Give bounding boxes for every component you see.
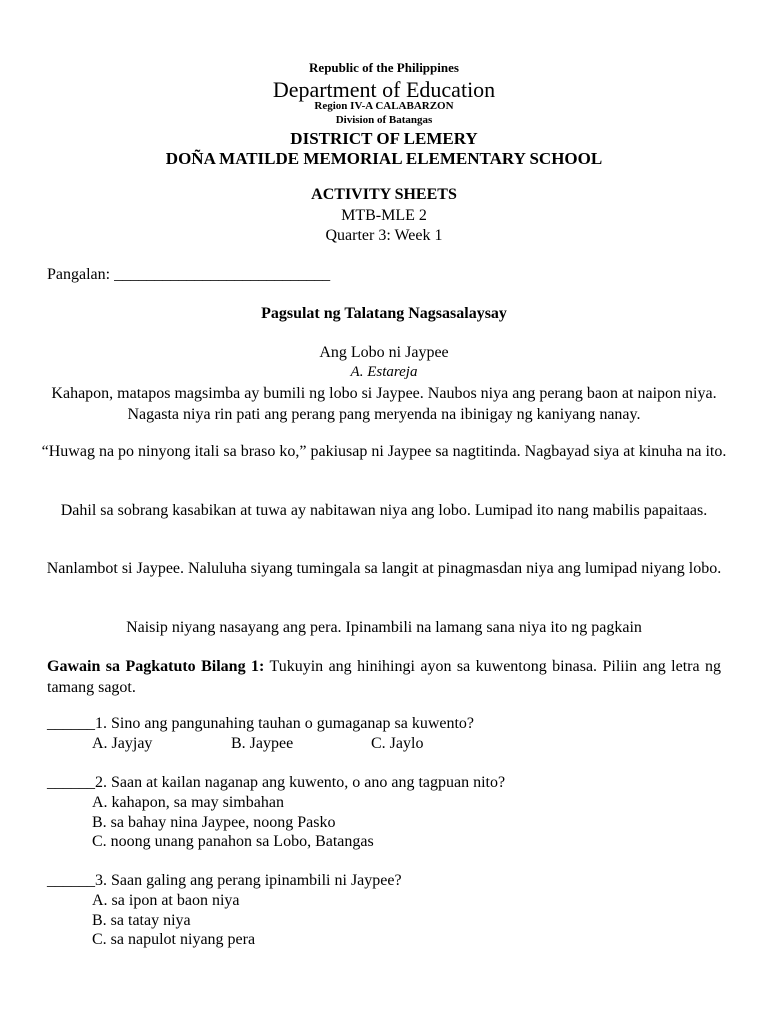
question-1-option-a: A. Jayjay (92, 735, 153, 752)
subject-line: MTB-MLE 2 (341, 207, 427, 224)
department-title: Department of Education (272, 77, 496, 102)
question-1: ______1. Sino ang pangunahing tauhan o gumaganap sa kuwento? (47, 715, 475, 732)
name-field (47, 266, 330, 284)
question-2-option-a: A. kahapon, sa may simbahan (92, 794, 284, 811)
region-line: Region IV-A CALABARZON (314, 100, 454, 112)
activity-instructions (47, 656, 721, 698)
story-paragraph: Kahapon, matapos magsimba ay bumili ng lobo si Jaypee. Naubos niya ang perang baon at naipon niya. Nagasta niya rin pati ang perang pang meryenda na ibinigay ng kaniyang nanay. (51, 385, 717, 423)
question-3-option-c: C. sa napulot niyang pera (92, 931, 256, 948)
school-name: DOÑA MATILDE MEMORIAL ELEMENTARY SCHOOL (165, 149, 603, 168)
question-2-option-b: B. sa bahay nina Jaypee, noong Pasko (92, 814, 336, 831)
question-1-option-c: C. Jaylo (371, 735, 424, 752)
sheet-title: ACTIVITY SHEETS (311, 186, 457, 203)
question-3-option-a: A. sa ipon at baon niya (92, 892, 240, 909)
story-paragraph: Dahil sa sobrang kasabikan at tuwa ay nabitawan niya ang lobo. Lumipad ito nang mabilis papaitaas. (60, 502, 708, 519)
question-1-option-b: B. Jaypee (231, 735, 294, 752)
activity-label: Gawain sa Pagkatuto Bilang 1: (47, 658, 265, 675)
lesson-title: Pagsulat ng Talatang Nagsasalaysay (261, 305, 507, 322)
name-blank: ___________________________ (114, 266, 331, 283)
story-paragraph: “Huwag na po ninyong itali sa braso ko,” pakiusap ni Jaypee sa nagtitinda. Nagbayad siya at kinuha na ito. (41, 443, 727, 460)
republic-line: Republic of the Philippines (309, 60, 459, 75)
district-line: DISTRICT OF LEMERY (290, 129, 478, 148)
question-3: ______3. Saan galing ang perang ipinambili ni Jaypee? (47, 872, 402, 889)
story-author: A. Estareja (350, 364, 418, 380)
question-2-option-c: C. noong unang panahon sa Lobo, Batangas (92, 833, 374, 850)
question-2: ______2. Saan at kailan naganap ang kuwento, o ano ang tagpuan nito? (47, 774, 506, 791)
question-3-option-b: B. sa tatay niya (92, 912, 191, 929)
name-label: Pangalan: (47, 266, 115, 283)
story-paragraph: Naisip niyang nasayang ang pera. Ipinambili na lamang sana niya ito ng pagkain (126, 619, 642, 636)
story-paragraph: Nanlambot si Jaypee. Naluluha siyang tumingala sa langit at pinagmasdan niya ang lumipad niyang lobo. (46, 560, 722, 577)
division-line: Division of Batangas (335, 114, 433, 126)
activity-instruction-text: Tukuyin ang hinihingi ayon sa kuwentong binasa. Piliin ang letra ng tamang sagot. (47, 658, 722, 696)
quarter-line: Quarter 3: Week 1 (325, 227, 443, 244)
story-title: Ang Lobo ni Jaypee (319, 344, 449, 361)
